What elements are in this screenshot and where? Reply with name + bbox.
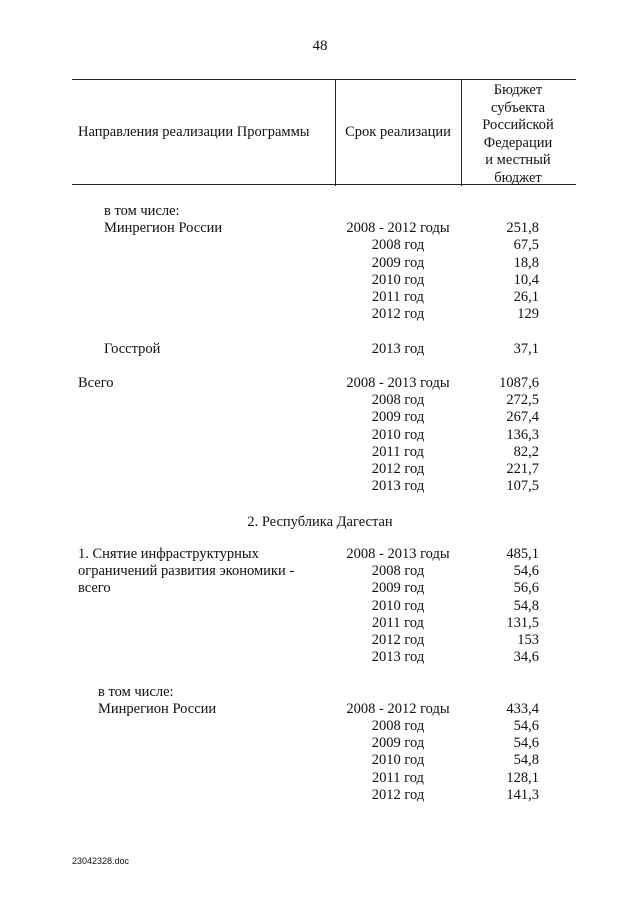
table-row — [0, 341, 640, 359]
cell-budget: 128,1 — [506, 769, 539, 786]
cell-term: 2008 год — [371, 718, 425, 734]
cell-direction: Минрегион России — [98, 700, 217, 717]
cell-direction: в том числе: — [104, 203, 180, 219]
cell-budget: 82,2 — [513, 443, 539, 460]
cell-term: 2008 - 2012 годы — [346, 220, 450, 237]
cell-budget: 272,5 — [506, 392, 539, 409]
cell-term: 2013 год — [371, 649, 425, 666]
cell-term: 2008 год — [371, 563, 425, 580]
cell-term: 2010 год — [371, 271, 425, 288]
table-row — [0, 306, 640, 324]
cell-term: 2012 год — [371, 786, 425, 803]
cell-direction: ограничений развития экономики - — [78, 563, 295, 580]
cell-budget: 37,1 — [513, 340, 539, 357]
cell-budget: 26,1 — [513, 289, 539, 305]
table-row — [0, 255, 640, 273]
cell-budget: 221,7 — [506, 461, 539, 477]
cell-budget: 433,4 — [506, 700, 539, 717]
table-row — [0, 580, 640, 598]
table-row — [0, 615, 640, 633]
cell-term: 2010 год — [371, 597, 425, 614]
cell-budget: 54,6 — [513, 718, 539, 734]
cell-term: 2011 год — [372, 443, 424, 460]
table-row — [0, 409, 640, 427]
table-row — [0, 770, 640, 788]
cell-term: 2009 год — [371, 580, 425, 597]
cell-budget: 1087,6 — [499, 375, 539, 391]
table-row — [0, 203, 640, 221]
cell-term: 2013 год — [371, 340, 425, 357]
table-row — [0, 444, 640, 462]
table-row — [0, 392, 640, 410]
cell-budget: 18,8 — [513, 254, 539, 271]
cell-budget: 131,5 — [506, 614, 539, 631]
cell-direction: Всего — [78, 375, 114, 391]
cell-term: 2009 год — [371, 254, 425, 271]
table-row — [0, 598, 640, 616]
table-row — [0, 684, 640, 702]
table-row — [0, 701, 640, 719]
cell-term: 2008 - 2013 годы — [346, 546, 450, 562]
table-row — [0, 546, 640, 564]
cell-budget: 10,4 — [513, 271, 539, 288]
cell-budget: 141,3 — [506, 786, 539, 803]
cell-budget: 251,8 — [506, 220, 539, 237]
footer-filename: 23042328.doc — [72, 856, 130, 866]
cell-term: 2011 год — [372, 289, 424, 305]
cell-term: 2012 год — [371, 632, 425, 648]
table-row — [0, 787, 640, 805]
table-row — [0, 427, 640, 445]
header-term: Срок реализации — [345, 124, 451, 140]
table-row — [0, 375, 640, 393]
table-row — [0, 461, 640, 479]
header-budget-line: субъекта — [490, 99, 546, 116]
cell-budget: 54,8 — [513, 597, 539, 614]
table-row — [0, 752, 640, 770]
cell-budget: 54,6 — [513, 563, 539, 580]
cell-term: 2008 год — [371, 237, 425, 254]
cell-budget: 136,3 — [506, 426, 539, 443]
cell-term: 2010 год — [371, 426, 425, 443]
cell-budget: 56,6 — [513, 580, 539, 597]
table-row — [0, 220, 640, 238]
cell-budget: 54,8 — [513, 752, 539, 769]
cell-direction: Минрегион России — [104, 220, 223, 237]
header-budget-line: Российской — [482, 117, 554, 133]
cell-budget: 67,5 — [513, 237, 539, 254]
cell-term: 2008 - 2012 годы — [346, 700, 450, 717]
header-budget-line: и местный — [485, 152, 551, 168]
cell-budget: 54,6 — [513, 735, 539, 752]
cell-direction: всего — [78, 580, 111, 597]
page-number: 48 — [312, 38, 328, 54]
cell-budget: 485,1 — [506, 546, 539, 562]
section-title: 2. Республика Дагестан — [247, 514, 393, 530]
cell-direction: Госстрой — [104, 340, 161, 357]
table-row — [0, 632, 640, 650]
cell-budget: 107,5 — [506, 478, 539, 495]
cell-direction: в том числе: — [98, 683, 174, 700]
cell-term: 2009 год — [371, 409, 425, 426]
cell-term: 2008 - 2013 годы — [346, 375, 450, 391]
cell-direction: 1. Снятие инфраструктурных — [78, 546, 259, 562]
header-direction: Направления реализации Программы — [78, 124, 310, 140]
cell-term: 2011 год — [372, 614, 424, 631]
cell-term: 2012 год — [371, 461, 425, 477]
header-budget-line: Федерации — [483, 134, 553, 151]
cell-budget: 153 — [517, 632, 539, 648]
table-row — [0, 289, 640, 307]
cell-term: 2013 год — [371, 478, 425, 495]
cell-budget: 129 — [517, 306, 539, 323]
table-row — [0, 237, 640, 255]
header-budget-line: бюджет — [494, 169, 542, 186]
cell-term: 2008 год — [371, 392, 425, 409]
table-row — [0, 735, 640, 753]
header-budget-line: Бюджет — [493, 82, 543, 98]
table-row — [0, 718, 640, 736]
table-row — [0, 478, 640, 496]
cell-budget: 34,6 — [513, 649, 539, 666]
table-row — [0, 563, 640, 581]
table-row — [0, 272, 640, 290]
cell-term: 2012 год — [371, 306, 425, 323]
cell-term: 2011 год — [372, 769, 424, 786]
table-row — [0, 649, 640, 667]
cell-term: 2010 год — [371, 752, 425, 769]
cell-budget: 267,4 — [506, 409, 539, 426]
cell-term: 2009 год — [371, 735, 425, 752]
